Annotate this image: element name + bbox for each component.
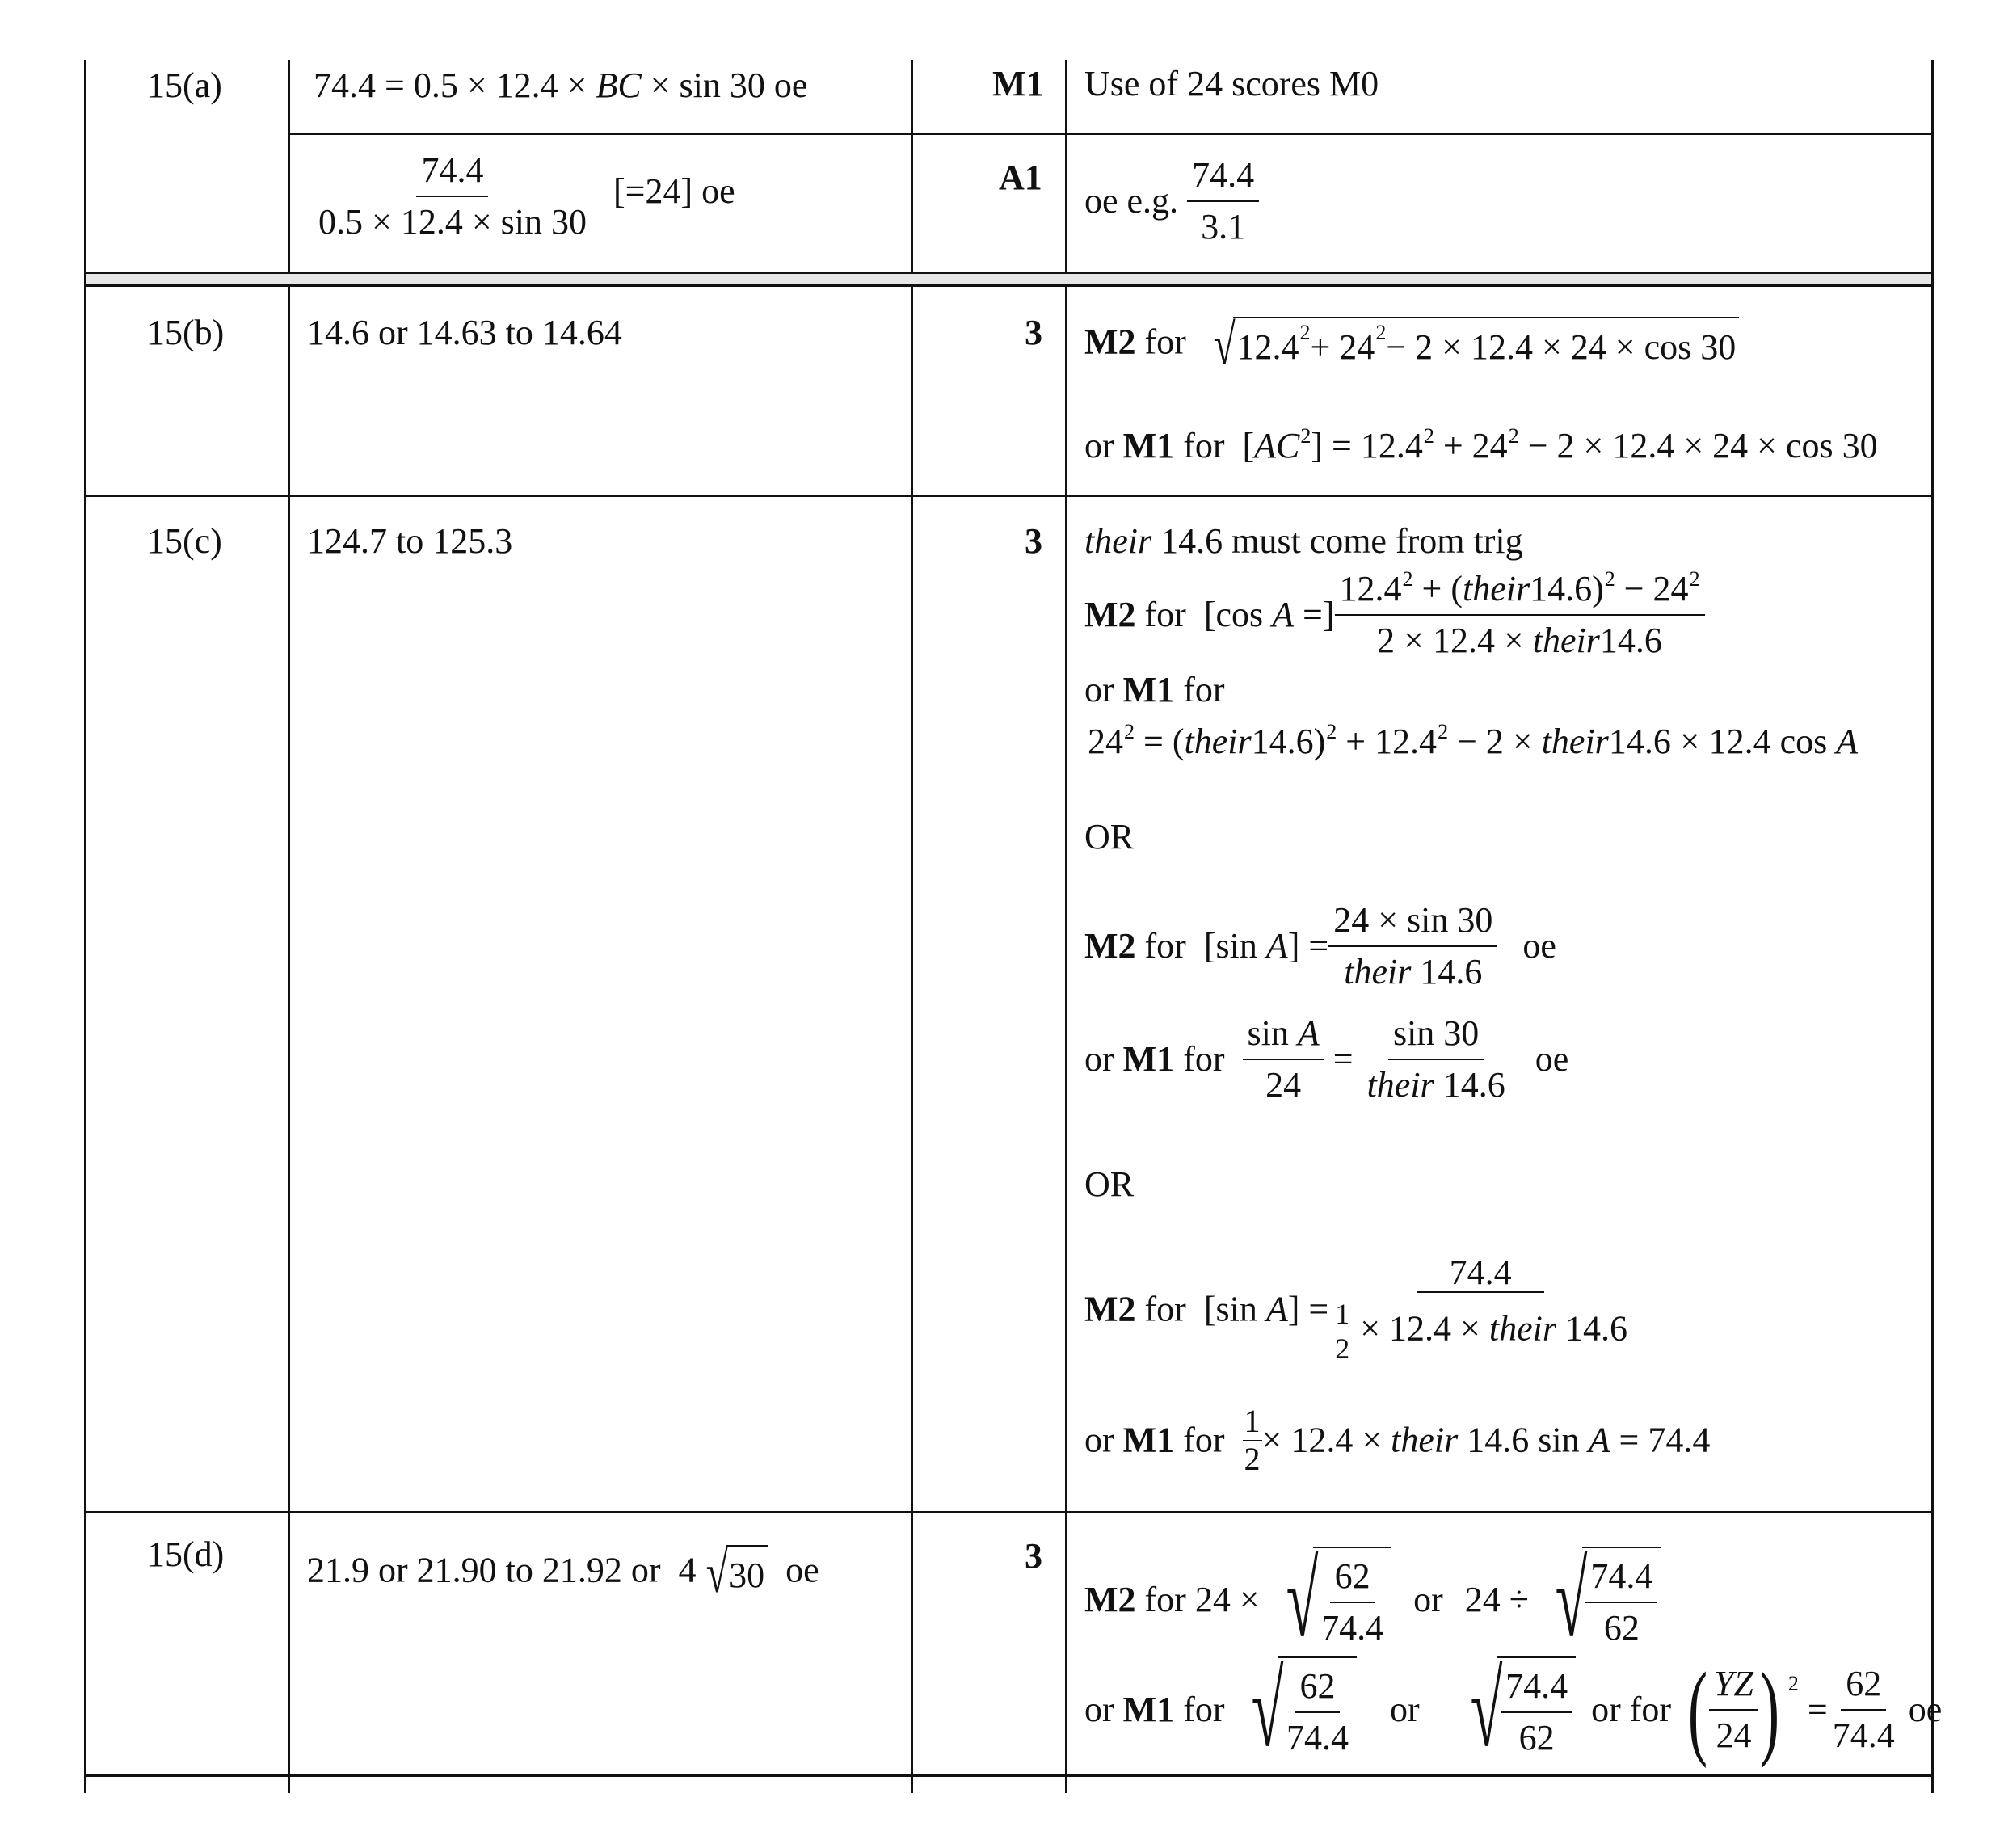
fraction: $\frac{74.4}{62}$ (1585, 1558, 1657, 1647)
part-label: 15(d) (147, 1534, 225, 1574)
mark-a-line1: M1 (992, 64, 1044, 103)
guidance-b-line1: M2 for √ 12.4 $^2$ + 24 $^2$ − 2 × 12.4 × 24 × cos 30 (1084, 317, 1739, 373)
mark-a-line2: A1 (999, 158, 1042, 197)
row-line-d-bottom (84, 1774, 1934, 1777)
col-line-left (84, 60, 86, 1793)
fraction: $\frac{74.4}{62}$ (1501, 1668, 1572, 1757)
answer-d: 21.9 or 21.90 to 21.92 or 4 √ 30 oe (307, 1542, 819, 1605)
fraction: $\frac{62}{74.4}$ (1832, 1663, 1895, 1755)
fraction: $\frac{\sin 30}{\text{their 14.6}}$ (1366, 1013, 1505, 1105)
answer-c: 124.7 to 125.3 (307, 521, 513, 561)
answer-a-line1: 74.4 = 0.5 × 12.4 × BC × sin 30 oe (314, 65, 808, 105)
row-line-a-inner (288, 133, 1934, 135)
fraction: $\frac{74.4}{0.5 \times 12.4 \times \sin 30}$ (318, 150, 587, 242)
answer-b: 14.6 or 14.63 to 14.64 (307, 313, 622, 352)
sqrt: √ $\frac{62}{74.4}$ (1260, 1547, 1391, 1653)
guidance-d-line2: or M1 for √ $\frac{62}{74.4}$ or √ $\frac{74.4}{62}$ or for ( $\frac{YZ}{24}$ ) $^2$ = $\frac{62}{74.4}$ oe (1084, 1650, 1943, 1769)
mark-d: 3 (1025, 1536, 1042, 1576)
col-line-answer (911, 60, 913, 1793)
guidance-c-line2: M2 for [cos A =] $\frac{12.4^2 + (their14.6)^2 - 24^2}{\text{2 × 12.4 × their14.6}}$ (1084, 570, 1705, 659)
row-line-a-bottom-2 (84, 284, 1934, 287)
fraction: $\frac{74.4}{3.1}$ (1187, 157, 1259, 246)
col-line-mark (1065, 60, 1067, 1793)
answer-a-line2: $\frac{74.4}{0.5 \times 12.4 \times \sin 30}$ [=24] oe (314, 152, 735, 241)
guidance-c-line4: $24^2$ = (their14.6)$^2$ + $12.4^2 - 2$ × their14.6 × 12.4 cos A (1088, 720, 1859, 761)
col-line-right (1931, 60, 1934, 1793)
fraction: $\frac{1}{2}$ (1244, 1403, 1261, 1477)
guidance-c-line7: or M1 for $\frac{\text{sin A}}{24}$ = $\frac{\sin 30}{\text{their 14.6}}$ oe (1084, 1013, 1569, 1105)
fraction: $\frac{YZ}{24}$ (1709, 1665, 1758, 1754)
sqrt: √ $\frac{74.4}{62}$ (1529, 1547, 1661, 1653)
sqrt: √ $\frac{62}{74.4}$ (1225, 1656, 1357, 1763)
sqrt: √ 12.4 $^2$ + 24 $^2$ − 2 × 12.4 × 24 × cos 30 (1204, 317, 1739, 373)
guidance-c-line6: M2 for [sin A] = $\frac{24 \times \sin 30}{\text{their 14.6}}$ oe (1084, 900, 1556, 992)
fraction: $\frac{\text{sin A}}{24}$ (1243, 1015, 1324, 1104)
guidance-a-line1: Use of 24 scores M0 (1084, 64, 1379, 103)
guidance-a-line2: oe e.g. $\frac{74.4}{3.1}$ (1084, 157, 1259, 246)
mark-b: 3 (1025, 313, 1042, 352)
fraction: $\frac{62}{74.4}$ (1286, 1665, 1349, 1757)
guidance-c-or-1: OR (1084, 817, 1135, 857)
part-label: 15(c) (147, 521, 222, 561)
guidance-c-line3: or M1 for (1084, 670, 1225, 709)
fraction: 74.4 $\frac{1}{2}$ × 12.4 × their 14.6 (1335, 1252, 1627, 1365)
row-line-b-bottom (84, 495, 1934, 497)
sqrt: √ 30 (697, 1545, 768, 1602)
part-label: 15(b) (147, 313, 225, 352)
guidance-c-line10: or M1 for $\frac{1}{2}$ × 12.4 × their 14.6 sin A = 74.4 (1084, 1403, 1711, 1477)
col-line-part (288, 60, 290, 1793)
fraction: $\frac{12.4^2 + (their14.6)^2 - 24^2}{\text{2 × 12.4 × their14.6}}$ (1335, 570, 1705, 659)
guidance-c-or-2: OR (1084, 1164, 1135, 1204)
guidance-c-line1: their 14.6 must come from trig (1084, 521, 1523, 561)
row-line-c-bottom (84, 1511, 1934, 1513)
part-label: 15(a) (147, 65, 222, 105)
mark-c: 3 (1025, 521, 1042, 561)
double-rule-gap (86, 274, 1931, 284)
guidance-b-line2: or M1 for $[AC^2] = 12.4^2 + 24^2 - 2 \times 12.4 \times 24 \times \cos 30$ (1084, 424, 1878, 465)
fraction: $\frac{24 \times \sin 30}{\text{their 14.6}}$ (1328, 902, 1497, 991)
sqrt: √ $\frac{74.4}{62}$ (1444, 1656, 1576, 1763)
guidance-c-line9: M2 for [sin A] = 74.4 $\frac{1}{2}$ × 12.4 × their 14.6 (1084, 1254, 1632, 1365)
fraction: $\frac{1}{2}$ (1335, 1298, 1350, 1365)
fraction: $\frac{62}{74.4}$ (1321, 1555, 1384, 1648)
guidance-d-line1: M2 for 24 × √ $\frac{62}{74.4}$ or 24 ÷ √ $\frac{74.4}{62}$ (1084, 1547, 1661, 1653)
